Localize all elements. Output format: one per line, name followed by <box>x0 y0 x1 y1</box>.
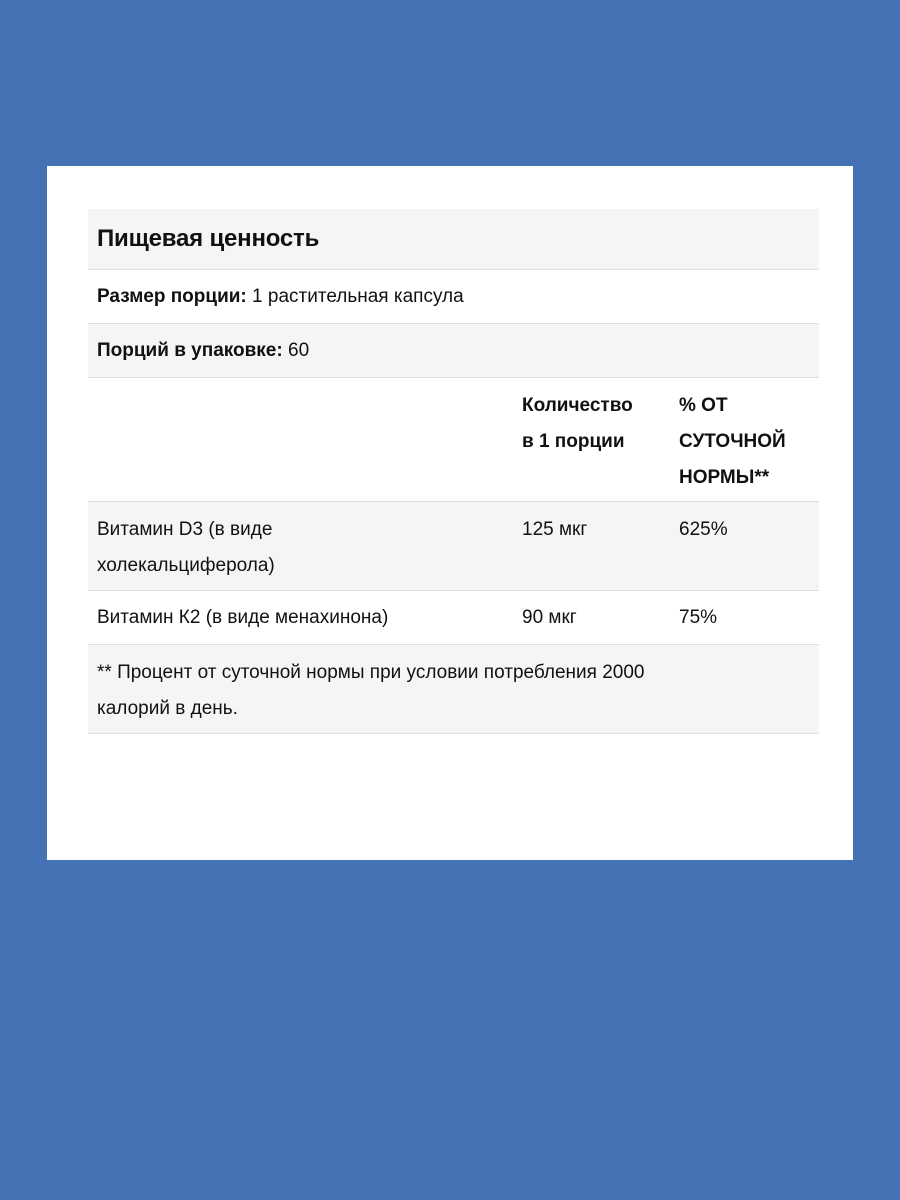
table-row <box>88 502 819 591</box>
column-header-row <box>88 378 819 502</box>
table-title: Пищевая ценность <box>97 225 320 252</box>
footnote-line1: ** Процент от суточной нормы при условии потребления 2000 <box>97 662 645 683</box>
header-dv-line1: % ОТ <box>679 395 728 416</box>
nutrient-name-line2: холекальциферола) <box>97 555 275 576</box>
nutrient-name-line1: Витамин D3 (в виде <box>97 519 273 540</box>
nutrition-table <box>88 209 819 734</box>
nutrient-name: Витамин К2 (в виде менахинона) <box>97 607 389 628</box>
serving-size-row <box>88 270 819 324</box>
servings-per-container-label: Порций в упаковке: <box>97 339 283 361</box>
footnote-line2: калорий в день. <box>97 698 238 719</box>
nutrition-card <box>47 166 853 860</box>
nutrient-amount: 125 мкг <box>522 519 588 540</box>
header-daily-value-cell <box>679 388 819 501</box>
serving-size-value: 1 растительная капсула <box>252 285 464 307</box>
footnote-row <box>88 645 819 734</box>
header-nutrient-cell <box>97 388 522 501</box>
nutrient-name-cell <box>97 512 522 590</box>
serving-size-label: Размер порции: <box>97 285 247 307</box>
header-amount-line2: в 1 порции <box>522 431 625 452</box>
nutrient-daily-value: 75% <box>679 607 718 628</box>
table-row <box>88 591 819 645</box>
header-amount-cell <box>522 388 679 501</box>
servings-per-container-value: 60 <box>288 339 310 361</box>
nutrient-amount: 90 мкг <box>522 607 577 628</box>
header-dv-line2: СУТОЧНОЙ <box>679 431 786 452</box>
header-amount-line1: Количество <box>522 395 633 416</box>
table-title-row <box>88 209 819 270</box>
nutrient-daily-value: 625% <box>679 519 728 540</box>
header-dv-line3: НОРМЫ** <box>679 467 770 488</box>
servings-per-container-row <box>88 324 819 378</box>
